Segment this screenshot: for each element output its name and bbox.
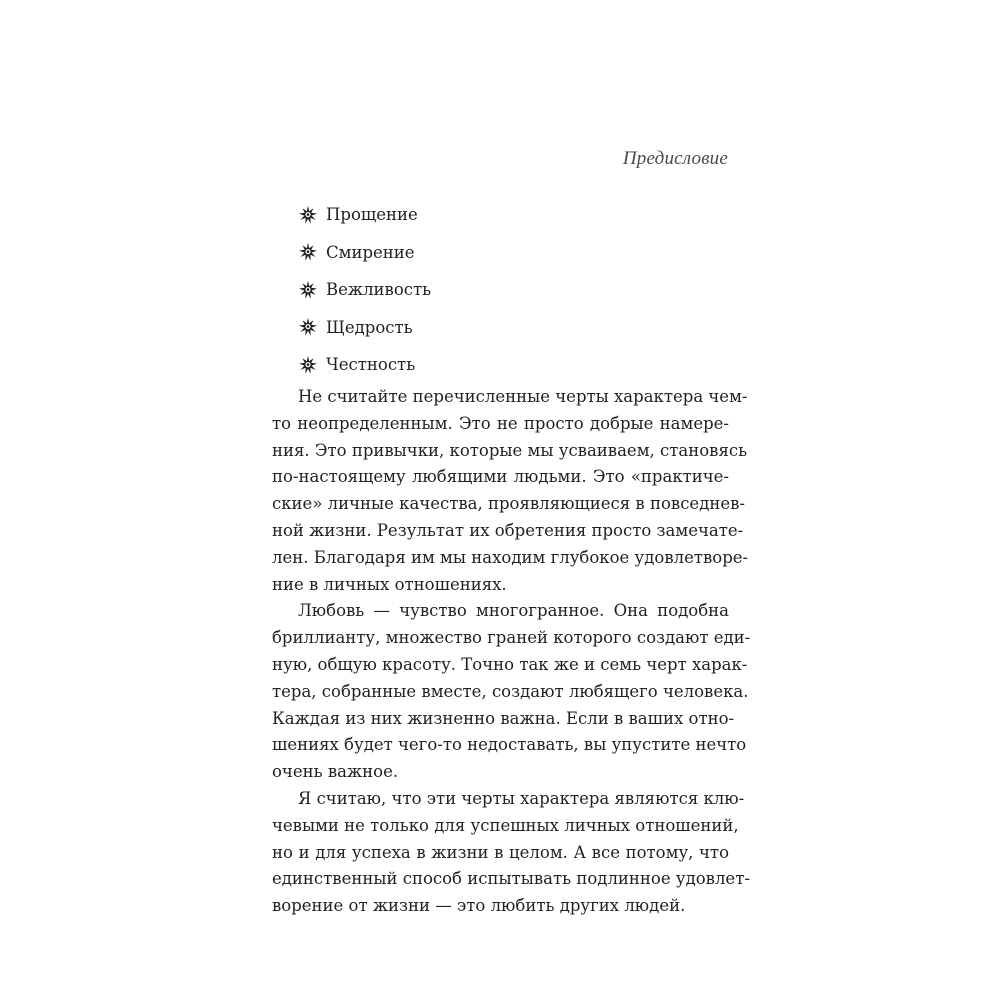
text-line: ную, общую красоту. Точно так же и семь черт харак- bbox=[272, 654, 748, 674]
text-line: ворение от жизни — это любить других людей. bbox=[272, 896, 686, 916]
virtue-list bbox=[298, 196, 431, 384]
text-line: то неопределенным. Это не просто добрые намере- bbox=[272, 413, 729, 433]
star-ornament-icon bbox=[298, 242, 318, 262]
list-item bbox=[298, 346, 431, 384]
text-line: шениях будет чего-то недоставать, вы упустите нечто bbox=[272, 735, 747, 755]
list-item bbox=[298, 309, 431, 347]
text-line: ной жизни. Результат их обретения просто замечате- bbox=[272, 520, 744, 540]
text-line: Не считайте перечисленные черты характера чем- bbox=[298, 387, 748, 406]
text-line: ния. Это привычки, которые мы усваиваем, становясь bbox=[272, 440, 748, 460]
body-text bbox=[272, 384, 751, 920]
list-item bbox=[298, 271, 431, 309]
text-line: очень важное. bbox=[272, 762, 399, 782]
list-item-label: Вежливость bbox=[326, 280, 432, 300]
running-header: Предисловие bbox=[622, 148, 728, 169]
text-line: Каждая из них жизненно важна. Если в ваших отно- bbox=[272, 708, 735, 728]
text-line: но и для успеха в жизни в целом. А все потому, что bbox=[272, 842, 729, 862]
list-item-label: Честность bbox=[326, 355, 416, 375]
text-line: по-настоящему любящими людьми. Это «практиче- bbox=[272, 467, 729, 487]
paragraph bbox=[272, 786, 750, 920]
text-line: единственный способ испытывать подлинное удовлет- bbox=[272, 869, 750, 889]
list-item bbox=[298, 234, 431, 272]
text-line: чевыми не только для успешных личных отношений, bbox=[272, 815, 739, 835]
paragraph bbox=[272, 598, 751, 786]
list-item-label: Щедрость bbox=[326, 317, 413, 337]
star-ornament-icon bbox=[298, 317, 318, 337]
text-line: ние в личных отношениях. bbox=[272, 574, 507, 594]
list-item-label: Прощение bbox=[326, 205, 418, 225]
star-ornament-icon bbox=[298, 205, 318, 225]
text-line: Любовь — чувство многогранное. Она подобна bbox=[298, 601, 729, 621]
text-line: бриллианту, множество граней которого создают еди- bbox=[272, 628, 751, 648]
list-item-label: Смирение bbox=[326, 242, 415, 262]
list-item bbox=[298, 196, 431, 234]
star-ornament-icon bbox=[298, 355, 318, 375]
text-line: лен. Благодаря им мы находим глубокое удовлетворе- bbox=[272, 547, 749, 567]
star-ornament-icon bbox=[298, 280, 318, 300]
text-line: тера, собранные вместе, создают любящего человека. bbox=[272, 681, 749, 701]
text-line: ские» личные качества, проявляющиеся в повседнев- bbox=[272, 494, 745, 514]
text-line: Я считаю, что эти черты характера являются клю- bbox=[298, 788, 745, 808]
paragraph bbox=[272, 384, 749, 598]
